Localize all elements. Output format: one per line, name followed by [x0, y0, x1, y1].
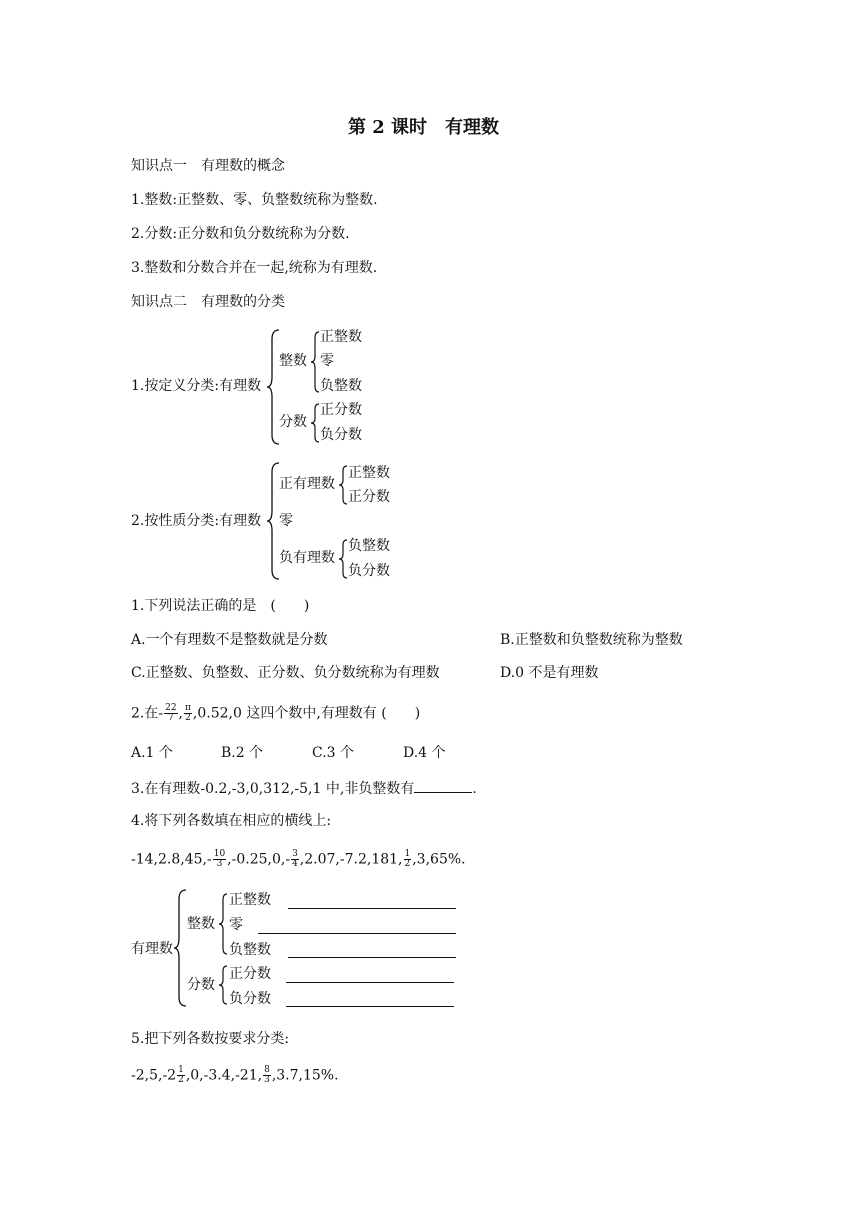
q3-end: . [472, 781, 477, 797]
fraction: $\frac{10}{3}$ [213, 849, 226, 869]
kp2-heading: 知识点二 有理数的分类 [131, 294, 285, 310]
prop-neg-integer: 负整数 [348, 538, 390, 554]
brace-icon [310, 331, 320, 393]
q5-numbers-part: ,0,-3.4,-21, [185, 1067, 263, 1084]
q2-option-d: D.4 个 [403, 745, 446, 761]
q2-option-b: B.2 个 [221, 745, 264, 761]
prop-pos-fraction: 正分数 [348, 489, 390, 505]
q4-numbers-part: ,3,65%. [412, 851, 466, 868]
q4-root-label: 有理数 [131, 941, 173, 957]
def-integer-label: 整数 [279, 353, 307, 369]
q4-integer-label: 整数 [187, 916, 215, 932]
q5-numbers [131, 1066, 339, 1085]
prop-zero: 零 [279, 513, 293, 529]
def-frac-positive: 正分数 [320, 402, 362, 418]
brace-icon [173, 889, 187, 1007]
q4-numbers-part: -14,2.8,45,- [131, 851, 212, 868]
fraction: $\frac{3}{4}$ [292, 849, 298, 869]
fraction: $\frac{\pi}{2}$ [185, 703, 191, 723]
q3-stem [131, 778, 477, 798]
q4-frac-negative: 负分数 [229, 991, 271, 1007]
brace-icon [338, 539, 348, 579]
fraction: $\frac{1}{2}$ [178, 1065, 184, 1085]
brace-icon [266, 329, 280, 445]
brace-icon [218, 893, 228, 955]
q2-prefix: 2.在- [131, 705, 164, 722]
brace-icon [338, 465, 348, 505]
brace-icon [310, 403, 320, 443]
def-int-zero: 零 [320, 353, 334, 369]
q2-option-c: C.3 个 [312, 745, 355, 761]
brace-icon [218, 965, 228, 1005]
q4-int-negative: 负整数 [229, 942, 271, 958]
page-title: 第 2 课时 有理数 [348, 117, 500, 138]
q3-answer-blank[interactable] [414, 778, 472, 793]
q1-option-b: B.正整数和负整数统称为整数 [500, 632, 683, 648]
q4-frac-positive: 正分数 [229, 966, 271, 982]
kp1-heading: 知识点一 有理数的概念 [131, 158, 285, 174]
q4-int-zero: 零 [229, 917, 243, 933]
fraction: $\frac{1}{2}$ [404, 849, 411, 869]
kp1-item-1: 1.整数:正整数、零、负整数统称为整数. [131, 192, 378, 208]
q4-numbers-part: ,2.07,-7.2,181, [299, 851, 403, 868]
fraction: $\frac{22}{7}$ [165, 703, 177, 723]
prop-neg-fraction: 负分数 [348, 563, 390, 579]
q4-negative-integer-blank[interactable] [288, 957, 456, 958]
q4-int-positive: 正整数 [229, 892, 271, 908]
def-int-positive: 正整数 [320, 329, 362, 345]
def-classification-label: 1.按定义分类:有理数 [131, 378, 262, 394]
prop-pos-integer: 正整数 [348, 465, 390, 481]
def-frac-negative: 负分数 [320, 427, 362, 443]
q1-stem: 1.下列说法正确的是 ( ) [131, 598, 310, 614]
def-fraction-label: 分数 [279, 414, 307, 430]
q4-stem: 4.将下列各数填在相应的横线上: [131, 813, 332, 829]
q4-positive-fraction-blank[interactable] [286, 982, 454, 983]
brace-icon [266, 462, 280, 580]
q2-option-a: A.1 个 [131, 745, 173, 761]
q4-numbers-part: ,-0.25,0,- [227, 851, 291, 868]
q1-option-d: D.0 不是有理数 [500, 665, 599, 681]
q1-option-c: C.正整数、负整数、正分数、负分数统称为有理数 [131, 665, 440, 681]
kp1-item-2: 2.分数:正分数和负分数统称为分数. [131, 226, 350, 242]
def-int-negative: 负整数 [320, 378, 362, 394]
prop-classification-label: 2.按性质分类:有理数 [131, 513, 262, 529]
q4-positive-integer-blank[interactable] [288, 908, 456, 909]
q5-numbers-part: ,3.7,15%. [271, 1067, 339, 1084]
q5-numbers-part: -2,5,-2 [131, 1067, 177, 1084]
q4-numbers [131, 850, 466, 869]
q4-fraction-label: 分数 [187, 977, 215, 993]
q1-option-a: A.一个有理数不是整数就是分数 [131, 632, 328, 648]
prop-positive-label: 正有理数 [279, 476, 335, 492]
kp1-item-3: 3.整数和分数合并在一起,统称为有理数. [131, 260, 378, 276]
q4-negative-fraction-blank[interactable] [286, 1006, 454, 1007]
q2-stem [131, 704, 420, 723]
q3-text: 3.在有理数-0.2,-3,0,312,-5,1 中,非负整数有 [131, 781, 415, 797]
fraction: $\frac{8}{3}$ [264, 1065, 270, 1085]
q2-suffix: ,0.52,0 这四个数中,有理数有 ( ) [192, 705, 421, 722]
q2-separator: , [178, 705, 183, 722]
prop-negative-label: 负有理数 [279, 550, 335, 566]
q5-stem: 5.把下列各数按要求分类: [131, 1031, 290, 1047]
q4-zero-blank[interactable] [258, 933, 456, 934]
